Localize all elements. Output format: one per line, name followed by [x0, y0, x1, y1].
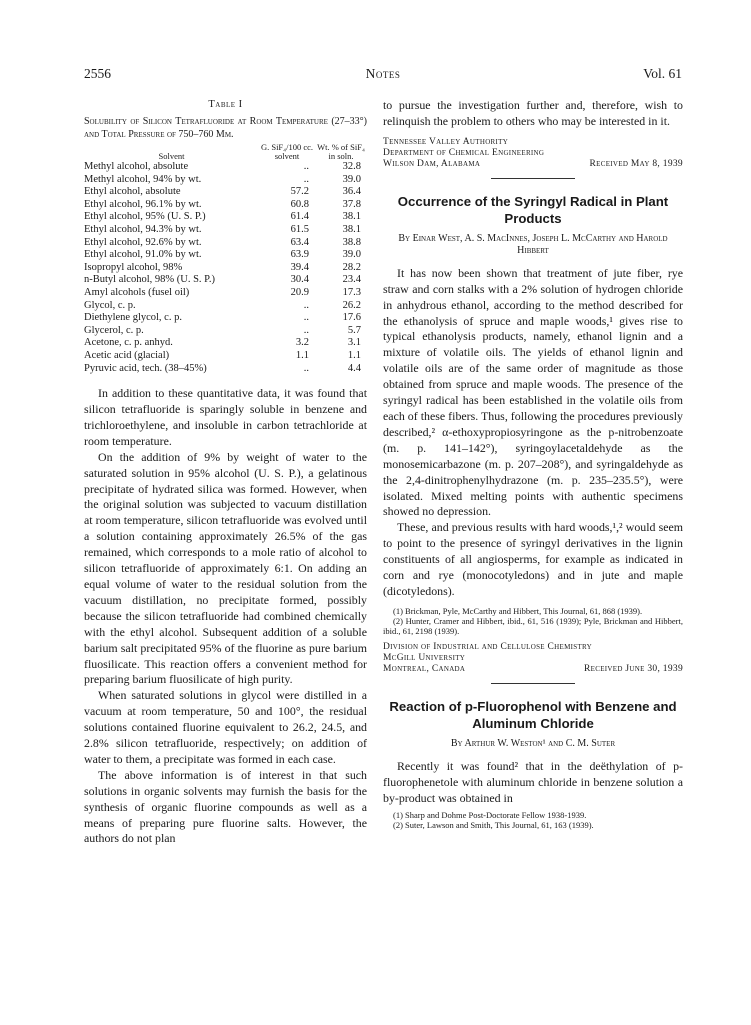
table-body	[84, 161, 367, 375]
byline: By Arthur W. Weston¹ and C. M. Suter	[450, 737, 616, 749]
table-row	[84, 161, 367, 174]
solvent-cell: Methyl alcohol, absolute	[84, 161, 189, 172]
solvent-cell: Pyruvic acid, tech. (38–45%)	[84, 362, 207, 374]
section-divider	[491, 178, 575, 179]
affiliation-line: McGill University	[383, 652, 466, 663]
wt-value-cell: 17.3	[342, 286, 361, 298]
paragraph: In addition to these quantitative data, it was found that silicon tetrafluoride is sparingly soluble in benzene and trichloroethylene, and insoluble in carbon tetrachloride at room temperature.	[84, 386, 367, 448]
solvent-cell: Amyl alcohols (fusel oil)	[84, 286, 190, 298]
volume-label: Vol. 61	[643, 66, 682, 81]
solvent-cell: Acetic acid (glacial)	[84, 349, 170, 361]
table-row	[84, 249, 367, 262]
affiliation-line: Division of Industrial and Cellulose Chemistry	[383, 641, 592, 652]
wt-value-cell: 26.2	[342, 299, 361, 311]
footnote: (2) Suter, Lawson and Smith, This Journal, 61, 163 (1939).	[393, 819, 594, 830]
received-date: Received June 30, 1939	[584, 663, 683, 674]
table-header-row	[84, 143, 367, 161]
left-column	[84, 98, 367, 847]
affiliation-block	[383, 642, 683, 675]
solvent-cell: Diethylene glycol, c. p.	[84, 312, 182, 324]
solvent-cell: Ethyl alcohol, 92.6% by wt.	[84, 236, 202, 248]
table-caption: Solubility of Silicon Tetrafluoride at Room Temperature (27–33°) and Total Pressure of 750–760 Mm.	[84, 116, 367, 140]
affiliation-line: Wilson Dam, Alabama	[383, 158, 481, 169]
footnote: (2) Hunter, Cramer and Hibbert, ibid., 61, 516 (1939); Pyle, Brickman and Hibbert, ibid., 61, 2198 (1939).	[383, 615, 683, 636]
g-value-cell: 30.4	[290, 274, 309, 286]
paragraph: These, and previous results with hard woods,¹,² would seem to point to the presence of syringyl derivatives in the lignin constituents of all angiosperms, for example as indicated in corn and rye (monocotyledons) and in jute and maple (dicotyledons).	[383, 520, 683, 598]
table-row	[84, 262, 367, 275]
table-row	[84, 186, 367, 199]
table-row	[84, 287, 367, 300]
wt-value-cell: 38.1	[342, 223, 361, 235]
wt-value-cell: 32.8	[342, 161, 361, 172]
table-row	[84, 199, 367, 212]
table-row	[84, 337, 367, 350]
solvent-cell: Methyl alcohol, 94% by wt.	[84, 173, 202, 185]
g-value-cell: 20.9	[290, 286, 309, 298]
g-value-cell: 61.4	[290, 211, 309, 223]
wt-value-cell: 36.4	[342, 186, 361, 198]
affiliation-block	[383, 137, 683, 170]
table-row	[84, 363, 367, 376]
col-solvent-header: Solvent	[158, 151, 185, 161]
g-value-cell: 63.9	[290, 249, 309, 261]
wt-value-cell: 38.1	[342, 211, 361, 223]
paragraph: Recently it was found² that in the deëthylation of p-fluorophenetole with aluminum chloride in benzene solution a by-product was obtained in	[383, 758, 683, 805]
right-column	[383, 98, 683, 830]
table-label: Table I	[208, 99, 243, 110]
solvent-cell: Glycerol, c. p.	[84, 324, 144, 336]
col-g-header: G. SiF₄/100 cc. solvent	[260, 142, 314, 161]
page-number: 2556	[84, 66, 111, 81]
wt-value-cell: 39.0	[342, 173, 361, 185]
footnote: (1) Brickman, Pyle, McCarthy and Hibbert, This Journal, 61, 868 (1939).	[393, 605, 643, 616]
article-title: Reaction of p-Fluorophenol with Benzene and Aluminum Chloride	[389, 698, 677, 731]
g-value-cell: 3.2	[295, 337, 309, 349]
affiliation-line: Montreal, Canada	[383, 663, 466, 674]
table-row	[84, 350, 367, 363]
solvent-cell: Ethyl alcohol, 94.3% by wt.	[84, 223, 202, 235]
g-value-cell: 63.4	[290, 236, 309, 248]
table-row	[84, 237, 367, 250]
solvent-cell: Isopropyl alcohol, 98%	[84, 261, 183, 273]
g-value-cell: 57.2	[290, 186, 309, 198]
wt-value-cell: 23.4	[342, 274, 361, 286]
wt-value-cell: 37.8	[342, 198, 361, 210]
wt-value-cell: 17.6	[342, 312, 361, 324]
footnote: (1) Sharp and Dohme Post-Doctorate Fellow 1938-1939.	[393, 809, 587, 820]
table-row	[84, 312, 367, 325]
solubility-table	[84, 143, 367, 375]
received-date: Received May 8, 1939	[589, 158, 683, 169]
solvent-cell: Ethyl alcohol, absolute	[84, 186, 181, 198]
col-wt-header: Wt. % of SiF₄ in soln.	[317, 142, 365, 161]
solvent-cell: Ethyl alcohol, 96.1% by wt.	[84, 198, 202, 210]
g-value-cell: ..	[303, 324, 309, 336]
solvent-cell: n-Butyl alcohol, 98% (U. S. P.)	[84, 274, 215, 286]
article-title: Occurrence of the Syringyl Radical in Plant Products	[397, 193, 669, 226]
running-head: Notes	[365, 66, 401, 81]
wt-value-cell: 39.0	[342, 249, 361, 261]
g-value-cell: ..	[303, 161, 309, 172]
wt-value-cell: 5.7	[347, 324, 361, 336]
paragraph: The above information is of interest in that such solutions in organic solvents may furnish the basis for the synthesis of organic fluorine compounds as well as a means of preparing pure fluorine salts. However, the authors do not plan	[84, 767, 367, 846]
table-row	[84, 300, 367, 313]
wt-value-cell: 3.1	[347, 337, 361, 349]
solvent-cell: Glycol, c. p.	[84, 299, 136, 311]
solvent-cell: Ethyl alcohol, 95% (U. S. P.)	[84, 211, 206, 223]
table-row	[84, 274, 367, 287]
affiliation-line: Tennessee Valley Authority	[383, 136, 509, 147]
table-row	[84, 211, 367, 224]
paragraph: On the addition of 9% by weight of water to the saturated solution in 95% alcohol (U. S. P.), a gelatinous precipitate of hydrated silica was formed. However, when the original solution was subjected to vacuum distillation at room temperature, silicon tetrafluoride was evolved until a solution containing approximately 26.5% of the gas remained, which corresponds to a mole ratio of alcohol to silicon tetrafluoride of approximately 6:1. On adding an equal volume of water to the residual solution from the vacuum distillation, no precipitate formed, possibly because the silicon tetrafluoride had combined chemically with the ethyl alcohol. Subsequent addition of a soluble barium salt precipitated 95% of the fluorine as pure barium fluosilicate. This reaction offers a convenient method for preparing barium fluosilicate of high purity.	[84, 449, 367, 687]
wt-value-cell: 38.8	[342, 236, 361, 248]
section-divider	[491, 683, 575, 684]
g-value-cell: 60.8	[290, 198, 309, 210]
solvent-cell: Acetone, c. p. anhyd.	[84, 337, 173, 349]
table-row	[84, 224, 367, 237]
wt-value-cell: 4.4	[347, 362, 361, 374]
wt-value-cell: 1.1	[347, 349, 361, 361]
table-row	[84, 174, 367, 187]
page-header	[84, 66, 682, 84]
g-value-cell: ..	[303, 312, 309, 324]
g-value-cell: ..	[303, 362, 309, 374]
g-value-cell: ..	[303, 173, 309, 185]
table-row	[84, 325, 367, 338]
g-value-cell: ..	[303, 299, 309, 311]
byline: By Einar West, A. S. MacInnes, Joseph L. McCarthy and Harold Hibbert	[398, 232, 668, 256]
paragraph: When saturated solutions in glycol were distilled in a vacuum at room temperature, 50 and 100°, the residual solutions contained fluorine equivalent to 26.2, 24.5, and 2.8% silicon tetrafluoride, respectively; on addition of water to them, a precipitate was formed in each case.	[84, 688, 367, 766]
paragraph-continued: to pursue the investigation further and, therefore, wish to relinquish the problem to others who may be interested in it.	[383, 98, 683, 128]
affiliation-line: Department of Chemical Engineering	[383, 147, 545, 158]
paragraph: It has now been shown that treatment of jute fiber, rye straw and corn stalks with a 2% solution of hydrogen chloride in anhydrous ethanol, according to the method described for the ethanolysis of spruce and maple woods,¹ gives rise to typical ethanolysis products, namely, ethanol lignin and a mixture of volatile oils. The yields of ethanol lignin and volatile oils are of the same order of magnitude as those obtained from spruce and maple woods. The presence of the syringyl radical has been established in the volatile oils from each of these fibers. Thus, following the procedures previously described,² α-ethoxypropiosyringone as the p-nitrobenzoate (m. p. 141–142°), syringoylacetaldehyde as the monosemicarbazone (m. p. 207–208°), and syringaldehyde as the 2,4-dinitrophenylhydrazone (m. p. 235–235.5°), were isolated. Mixed melting points with authentic specimens showed no depression.	[383, 265, 683, 519]
solvent-cell: Ethyl alcohol, 91.0% by wt.	[84, 249, 202, 261]
g-value-cell: 39.4	[290, 261, 309, 273]
g-value-cell: 61.5	[290, 223, 309, 235]
wt-value-cell: 28.2	[342, 261, 361, 273]
g-value-cell: 1.1	[295, 349, 309, 361]
